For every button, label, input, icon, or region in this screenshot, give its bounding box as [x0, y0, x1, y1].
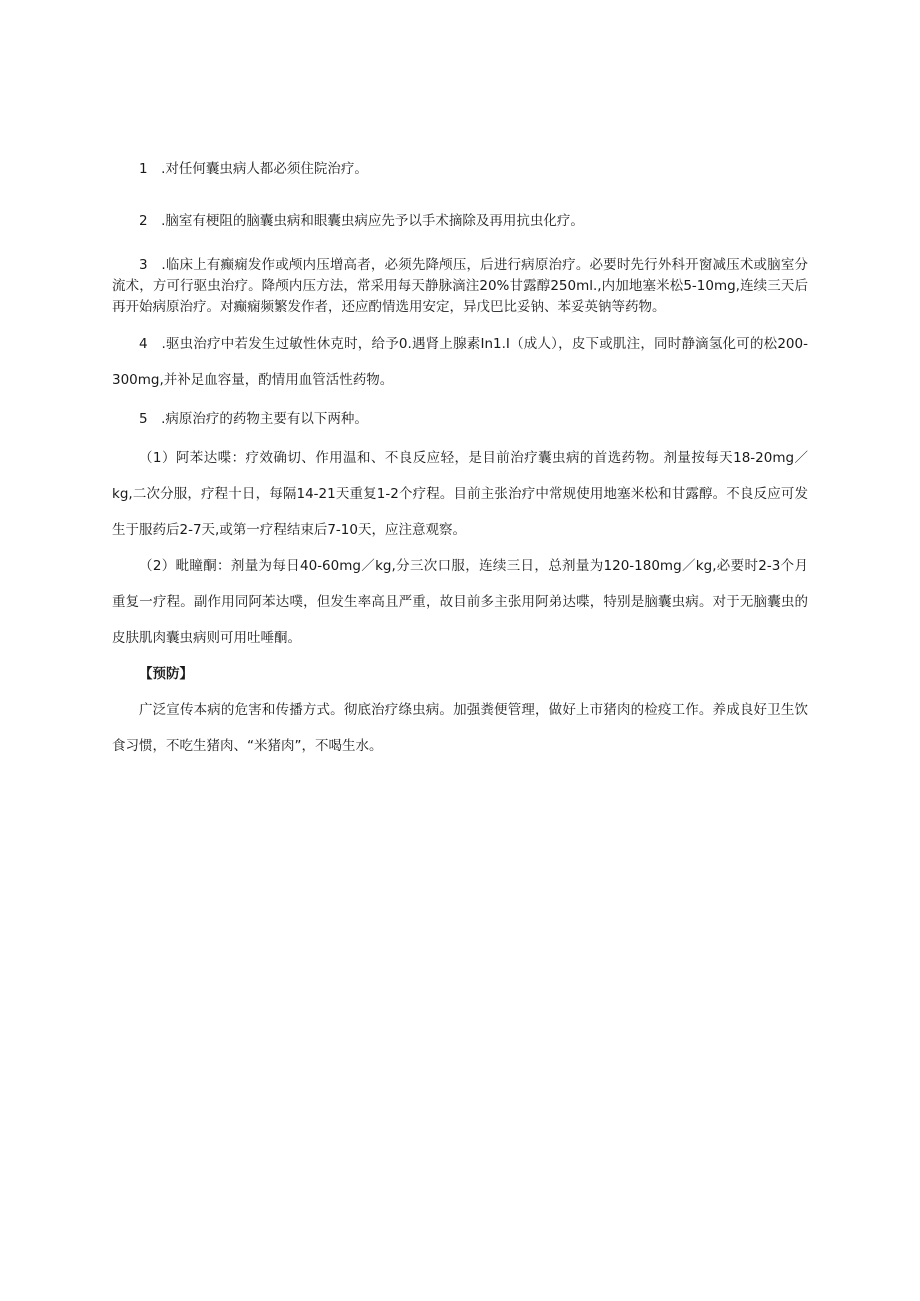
- paragraph-drug-albendazole: （1）阿苯达喋：疗效确切、作用温和、不良反应轻，是目前治疗囊虫病的首选药物。剂量按每天18-20mg／kg,二次分服，疗程十日，每隔14-21天重复1-2个疗程。目前主张治疗中常规使用地塞米松和甘露醇。不良反应可发生于服药后2-7天,或第一疗程结束后7-10天，应注意观察。: [112, 450, 808, 538]
- document-body: [112, 145, 808, 764]
- paragraph-item-4: 4 .驱虫治疗中若发生过敏性休克时，给予0.遇肾上腺素In1.I（成人），皮下或肌注，同时静滴氢化可的松200-300mg,并补足血容量，酌情用血管活性药物。: [112, 336, 808, 388]
- paragraph-item-3: 3 .临床上有癫痫发作或颅内压增高者，必须先降颅压，后进行病原治疗。必要时先行外科开窗减压术或脑室分流术，方可行驱虫治疗。降颅内压方法，常采用每天静脉滴注20%甘露醇250ml.,内加地塞米松5-10mg,连续三天后再开始病原治疗。对癫痫频繁发作者，还应酌情选用安定，异戊巴比妥钠、苯妥英钠等药物。: [112, 257, 808, 315]
- paragraph-drug-praziquantel: （2）毗瞳酮：剂量为每日40-60mg／kg,分三次口服，连续三日，总剂量为120-180mg／kg,必要时2-3个月重复一疗程。副作用同阿苯达噗，但发生率高且严重，故目前多主张用阿弟达喋，特别是脑囊虫病。对于无脑囊虫的皮肤肌肉囊虫病则可用吐唾酮。: [112, 558, 808, 646]
- paragraph-item-2: 2 .脑室有梗阻的脑囊虫病和眼囊虫病应先予以手术摘除及再用抗虫化疗。: [139, 213, 584, 229]
- paragraph-item-1: 1 .对任何囊虫病人都必须住院治疗。: [139, 161, 368, 177]
- paragraph-prevention: 广泛宣传本病的危害和传播方式。彻底治疗绦虫病。加强粪便管理，做好上市猪肉的检疫工作。养成良好卫生饮食习惯，不吃生猪肉、“米猪肉”，不喝生水。: [112, 702, 808, 754]
- section-heading-prevention: 【预防】: [139, 666, 193, 682]
- paragraph-item-5: 5 .病原治疗的药物主要有以下两种。: [139, 411, 368, 427]
